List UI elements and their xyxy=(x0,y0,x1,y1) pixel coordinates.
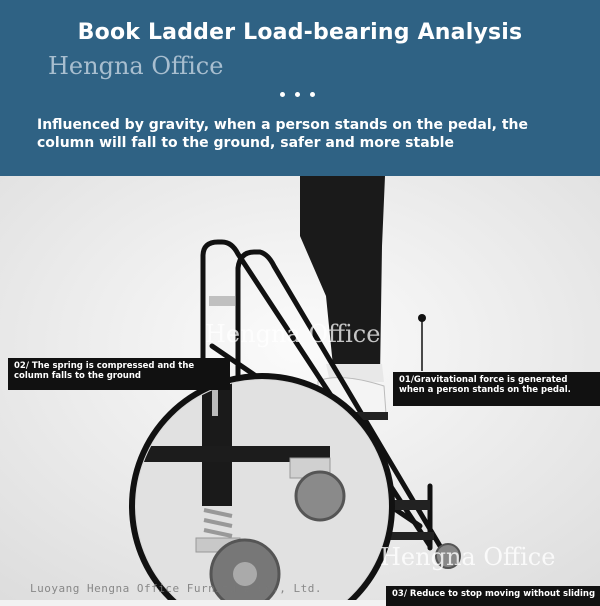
watermark-middle: Hengna Office xyxy=(205,320,381,348)
callout-gravity: 01/Gravitational force is generated when a person stands on the pedal. xyxy=(393,372,600,406)
header-banner xyxy=(0,0,600,176)
dot xyxy=(295,92,300,97)
dot xyxy=(280,92,285,97)
subtitle: Influenced by gravity, when a person stands on the pedal, the column will fall to the ground, safer and more stable xyxy=(37,117,528,151)
watermark-bottom: Hengna Office xyxy=(380,543,556,571)
dots-divider xyxy=(280,92,315,97)
dot xyxy=(310,92,315,97)
page-title: Book Ladder Load-bearing Analysis xyxy=(77,20,523,45)
footer-watermark: Luoyang Hengna Office Furniture Co., Ltd. xyxy=(30,582,323,595)
callout-spring: 02/ The spring is compressed and the column falls to the ground xyxy=(8,358,230,390)
watermark-top: Hengna Office xyxy=(48,52,224,80)
callout-stop: 03/ Reduce to stop moving without sliding xyxy=(386,586,600,606)
